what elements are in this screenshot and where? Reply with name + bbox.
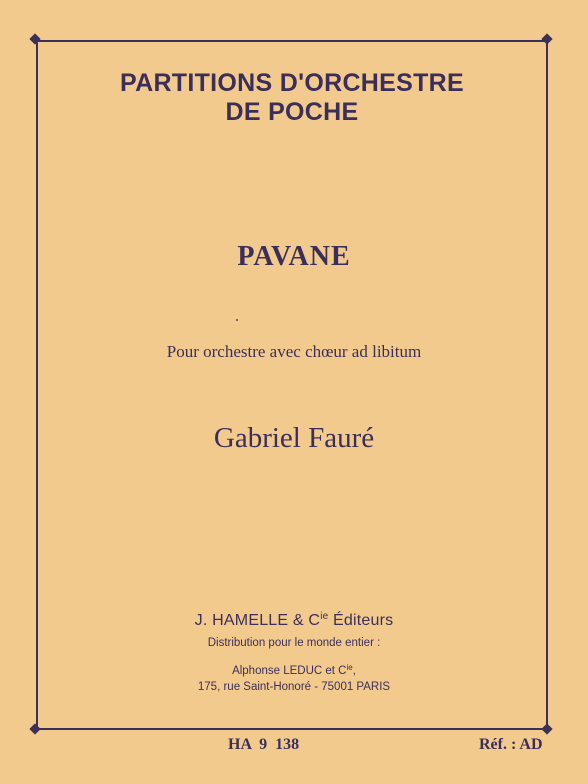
publisher-name-superscript: ie (320, 611, 329, 622)
distributor-name-main: Alphonse LEDUC et C (232, 665, 347, 677)
series-title-line1: PARTITIONS D'ORCHESTRE (119, 69, 465, 97)
composer-name: Gabriel Fauré (213, 422, 375, 454)
work-title: PAVANE (237, 241, 351, 272)
distributor-address: 175, rue Saint-Honoré - 75001 PARIS (197, 681, 391, 693)
catalog-number: HA 9 138 (228, 736, 300, 753)
distributor-name (0, 663, 588, 677)
distribution-note: Distribution pour le monde entier : (207, 637, 381, 649)
distributor-name-suffix: , (352, 665, 356, 677)
reference-code: Réf. : AD (479, 736, 543, 753)
publisher-name-suffix: Éditeurs (328, 612, 394, 629)
publisher-name (0, 611, 588, 630)
series-title-line2: DE POCHE (225, 98, 359, 126)
distributor-name-superscript: ie (346, 663, 353, 672)
work-subtitle: Pour orchestre avec chœur ad libitum (166, 342, 422, 361)
decorative-dot (236, 319, 238, 321)
publisher-name-main: J. HAMELLE & C (194, 612, 321, 629)
